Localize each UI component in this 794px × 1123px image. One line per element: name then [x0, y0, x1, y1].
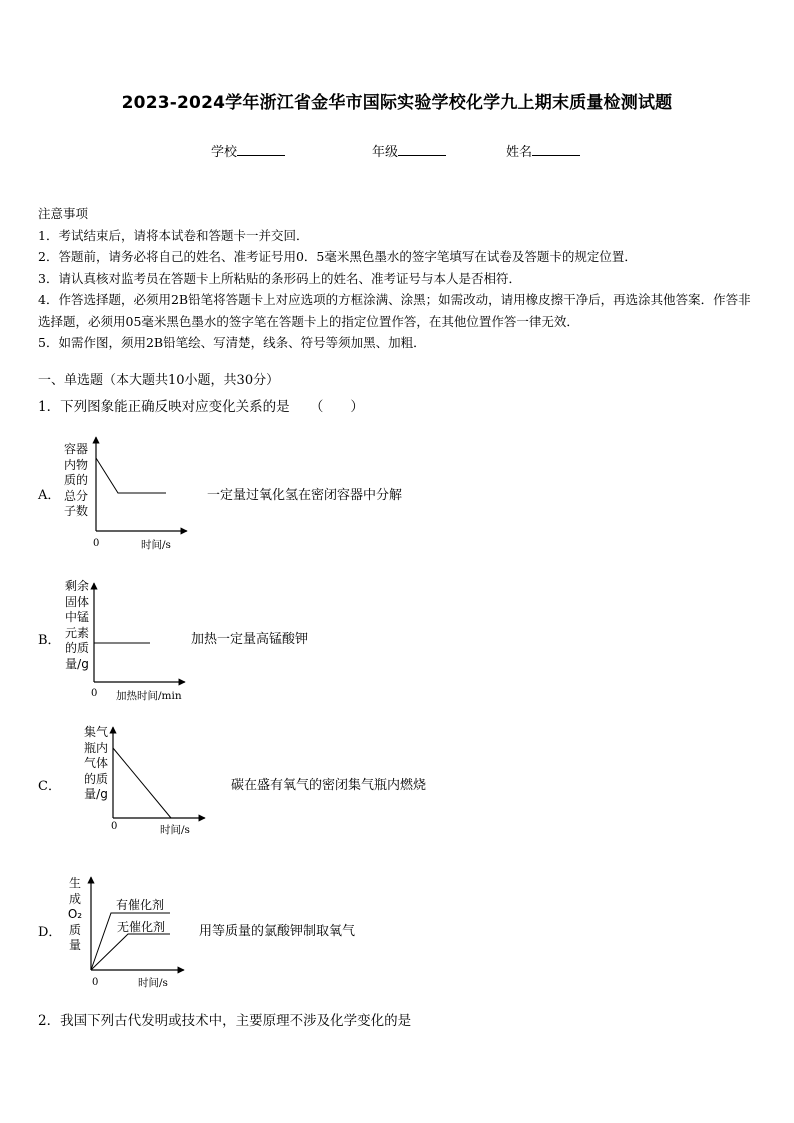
option-a-origin: 0: [93, 538, 100, 549]
notes-item: 2．答题前，请务必将自己的姓名、准考证号用0．5毫米黑色墨水的签字笔填写在试卷及答题卡的规定位置．: [38, 249, 637, 264]
option-a-ylabel: 容器内物质的总分子数: [63, 442, 88, 518]
question-2-stem: 2．我国下列古代发明或技术中，主要原理不涉及化学变化的是: [38, 1013, 412, 1029]
grade-label: 年级: [372, 145, 399, 160]
option-b-desc: 加热一定量高锰酸钾: [191, 632, 309, 647]
notes-heading: 注意事项: [38, 206, 89, 221]
option-b-ylabel: 剩余固体中锰元素的质量/g: [64, 579, 89, 671]
option-a-letter: A．: [38, 488, 61, 503]
notes-item: 5．如需作图，须用2B铅笔绘、写清楚，线条、符号等须加黑、加粗．: [38, 335, 426, 350]
option-b-xlabel: 加热时间/min: [116, 690, 182, 702]
option-a-desc: 一定量过氧化氢在密闭容器中分解: [207, 488, 403, 503]
option-d-curve-no-catalyst: [91, 934, 170, 970]
option-d-curve2-label: 无催化剂: [117, 920, 166, 934]
option-d-ylabel-line: O₂: [67, 907, 83, 921]
notes-item: 3．请认真核对监考员在答题卡上所粘贴的条形码上的姓名、准考证号与本人是否相符．: [38, 270, 521, 286]
option-c-desc: 碳在盛有氧气的密闭集气瓶内燃烧: [231, 778, 427, 793]
option-d-ylabel-line: 量: [68, 938, 81, 952]
option-d-origin: 0: [92, 977, 99, 988]
notes-item: 1．考试结束后，请将本试卷和答题卡一并交回．: [38, 227, 309, 243]
option-d-ylabel-line: 质: [68, 922, 81, 937]
option-b-letter: B．: [38, 633, 61, 648]
option-d-ylabel-line: 生: [68, 876, 81, 890]
notes-item: 4．作答选择题，必须用2B铅笔将答题卡上对应选项的方框涂满、涂黑；如需改动，请用橡皮擦干净后，再选涂其他答案．作答非选择题，必须用05毫米黑色墨水的签字笔在答题卡上的指定位置作答，在其他位置作答一律无效．: [38, 292, 751, 329]
option-c-ylabel: 集气瓶内气体的质量/g: [83, 725, 108, 801]
question-1-stem: 1．下列图象能正确反映对应变化关系的是 （ ）: [38, 399, 364, 415]
option-c-letter: C．: [38, 779, 61, 794]
name-label: 姓名: [506, 145, 533, 160]
option-a-xlabel: 时间/s: [141, 539, 171, 551]
option-c-curve: [113, 748, 171, 818]
option-c-origin: 0: [111, 821, 118, 832]
section-heading: 一、单选题（本大题共10小题，共30分）: [38, 373, 280, 388]
option-b-origin: 0: [91, 688, 98, 699]
option-d-desc: 用等质量的氯酸钾制取氧气: [199, 924, 356, 939]
school-label: 学校: [211, 145, 238, 160]
page-title: 2023-2024学年浙江省金华市国际实验学校化学九上期末质量检测试题: [121, 93, 673, 113]
option-d-curve1-label: 有催化剂: [116, 898, 165, 912]
option-c-xlabel: 时间/s: [160, 824, 190, 836]
option-d-ylabel-line: 成: [68, 891, 81, 906]
option-d-ylabel: [64, 876, 86, 954]
option-a-curve: [96, 458, 166, 493]
option-d-letter: D．: [38, 925, 62, 940]
option-d-xlabel: 时间/s: [138, 977, 168, 989]
